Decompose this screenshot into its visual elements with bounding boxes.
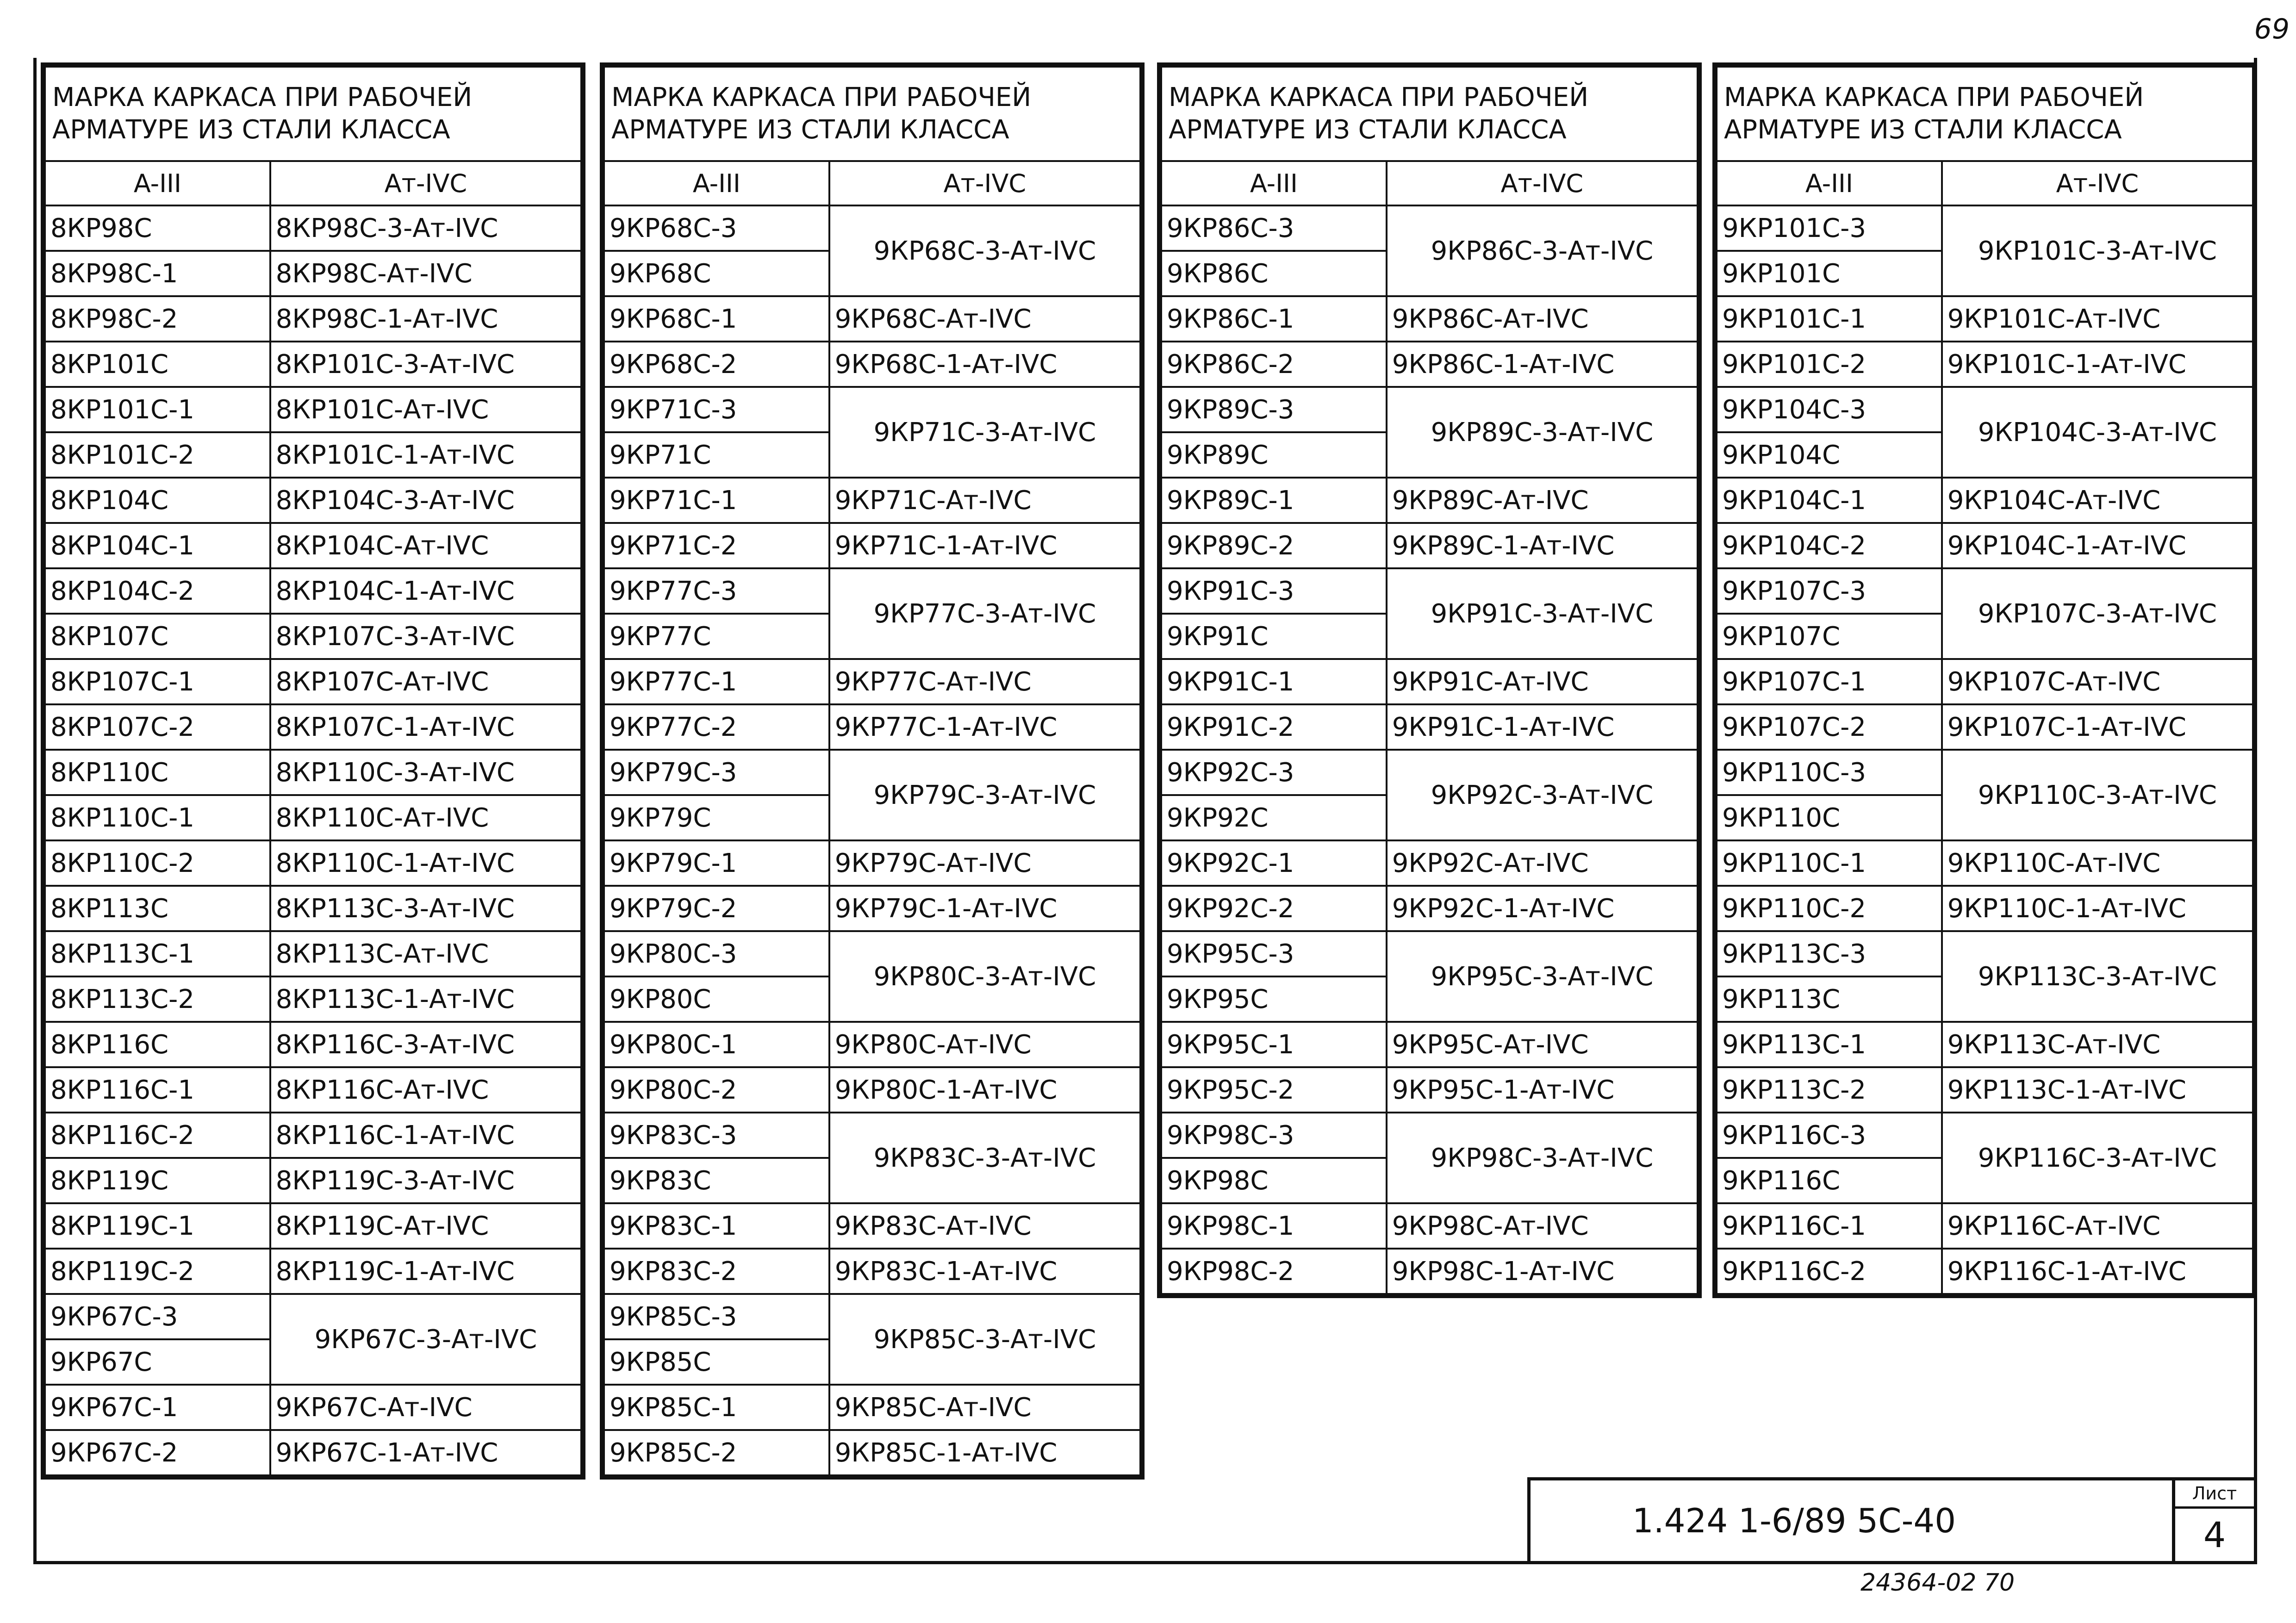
mark-a3-cell: 9КР77С-3 bbox=[604, 568, 829, 614]
mark-a3-cell: 9КР83С-1 bbox=[604, 1203, 829, 1249]
table-row bbox=[45, 659, 581, 704]
mark-at4c-cell: 9КР86С-1-Ат-IVC bbox=[1387, 342, 1698, 387]
column-header-a3: A-III bbox=[1717, 161, 1942, 205]
mark-at4c-cell: 9КР113С-Ат-IVC bbox=[1942, 1022, 2253, 1067]
mark-at4c-cell: 9КР68С-Ат-IVC bbox=[829, 296, 1140, 342]
table-row bbox=[604, 1203, 1140, 1249]
mark-a3-cell: 8КР101С bbox=[45, 342, 270, 387]
mark-a3-cell: 8КР104С-1 bbox=[45, 523, 270, 568]
mark-at4c-cell: 9КР83С-1-Ат-IVC bbox=[829, 1249, 1140, 1294]
mark-a3-cell: 9КР91С-3 bbox=[1161, 568, 1387, 614]
mark-a3-cell: 9КР79С bbox=[604, 795, 829, 840]
mark-a3-cell: 9КР86С-2 bbox=[1161, 342, 1387, 387]
mark-at4c-cell: 9КР71С-Ат-IVC bbox=[829, 478, 1140, 523]
mark-at4c-cell: 8КР107С-Ат-IVC bbox=[270, 659, 581, 704]
mark-at4c-cell: 8КР116С-3-Ат-IVC bbox=[270, 1022, 581, 1067]
mark-a3-cell: 9КР79С-1 bbox=[604, 840, 829, 886]
mark-at4c-cell: 8КР101С-1-Ат-IVC bbox=[270, 432, 581, 478]
mark-a3-cell: 9КР83С bbox=[604, 1158, 829, 1203]
table-row bbox=[1161, 750, 1698, 795]
mark-at4c-cell: 9КР77С-3-Ат-IVC bbox=[829, 568, 1140, 659]
mark-a3-cell: 9КР110С-1 bbox=[1717, 840, 1942, 886]
mark-table bbox=[603, 66, 1141, 1476]
mark-at4c-cell: 9КР89С-3-Ат-IVC bbox=[1387, 387, 1698, 478]
mark-a3-cell: 9КР107С-1 bbox=[1717, 659, 1942, 704]
mark-a3-cell: 9КР104С-2 bbox=[1717, 523, 1942, 568]
table-row bbox=[1717, 387, 2253, 432]
mark-a3-cell: 9КР89С-2 bbox=[1161, 523, 1387, 568]
mark-at4c-cell: 8КР116С-1-Ат-IVC bbox=[270, 1113, 581, 1158]
table-row bbox=[604, 478, 1140, 523]
mark-table-4 bbox=[1712, 62, 2257, 1298]
mark-a3-cell: 9КР77С bbox=[604, 614, 829, 659]
mark-a3-cell: 8КР116С bbox=[45, 1022, 270, 1067]
table-row bbox=[1161, 387, 1698, 432]
table-row bbox=[45, 750, 581, 795]
mark-at4c-cell: 9КР116С-3-Ат-IVC bbox=[1942, 1113, 2253, 1203]
mark-at4c-cell: 9КР68С-1-Ат-IVC bbox=[829, 342, 1140, 387]
mark-a3-cell: 8КР98С-1 bbox=[45, 251, 270, 296]
mark-a3-cell: 9КР98С bbox=[1161, 1158, 1387, 1203]
table-row bbox=[1161, 704, 1698, 750]
mark-a3-cell: 9КР79С-2 bbox=[604, 886, 829, 931]
mark-at4c-cell: 8КР113С-Ат-IVC bbox=[270, 931, 581, 976]
mark-a3-cell: 8КР119С bbox=[45, 1158, 270, 1203]
table-row bbox=[604, 296, 1140, 342]
mark-at4c-cell: 9КР67С-1-Ат-IVC bbox=[270, 1430, 581, 1475]
table-title: МАРКА КАРКАСА ПРИ РАБОЧЕЙ АРМАТУРЕ ИЗ СТАЛИ КЛАССА bbox=[45, 67, 581, 161]
table-row bbox=[45, 840, 581, 886]
mark-at4c-cell: 9КР91С-Ат-IVC bbox=[1387, 659, 1698, 704]
table-row bbox=[1717, 523, 2253, 568]
mark-at4c-cell: 9КР95С-3-Ат-IVC bbox=[1387, 931, 1698, 1022]
mark-a3-cell: 9КР91С-2 bbox=[1161, 704, 1387, 750]
mark-at4c-cell: 9КР104С-3-Ат-IVC bbox=[1942, 387, 2253, 478]
mark-at4c-cell: 9КР110С-1-Ат-IVC bbox=[1942, 886, 2253, 931]
mark-a3-cell: 9КР104С bbox=[1717, 432, 1942, 478]
mark-a3-cell: 9КР101С-3 bbox=[1717, 205, 1942, 251]
mark-a3-cell: 9КР92С-1 bbox=[1161, 840, 1387, 886]
mark-at4c-cell: 8КР98С-Ат-IVC bbox=[270, 251, 581, 296]
mark-at4c-cell: 9КР104С-1-Ат-IVC bbox=[1942, 523, 2253, 568]
mark-a3-cell: 9КР110С-3 bbox=[1717, 750, 1942, 795]
table-row bbox=[1161, 1203, 1698, 1249]
table-row bbox=[45, 251, 581, 296]
table-row bbox=[45, 1113, 581, 1158]
mark-a3-cell: 9КР113С-3 bbox=[1717, 931, 1942, 976]
mark-a3-cell: 9КР95С-2 bbox=[1161, 1067, 1387, 1113]
table-row bbox=[45, 795, 581, 840]
table-row bbox=[45, 523, 581, 568]
mark-at4c-cell: 8КР113С-1-Ат-IVC bbox=[270, 976, 581, 1022]
mark-at4c-cell: 9КР89С-1-Ат-IVC bbox=[1387, 523, 1698, 568]
mark-a3-cell: 9КР107С bbox=[1717, 614, 1942, 659]
table-row bbox=[604, 1249, 1140, 1294]
table-row bbox=[1161, 1113, 1698, 1158]
table-row bbox=[1717, 478, 2253, 523]
mark-at4c-cell: 9КР116С-1-Ат-IVC bbox=[1942, 1249, 2253, 1294]
mark-a3-cell: 8КР110С-2 bbox=[45, 840, 270, 886]
table-row bbox=[45, 478, 581, 523]
table-title: МАРКА КАРКАСА ПРИ РАБОЧЕЙ АРМАТУРЕ ИЗ СТАЛИ КЛАССА bbox=[1717, 67, 2253, 161]
mark-a3-cell: 9КР85С bbox=[604, 1339, 829, 1385]
table-row bbox=[1717, 659, 2253, 704]
mark-at4c-cell: 8КР110С-3-Ат-IVC bbox=[270, 750, 581, 795]
table-row bbox=[1161, 659, 1698, 704]
mark-a3-cell: 9КР80С bbox=[604, 976, 829, 1022]
sheet-label: Лист bbox=[2175, 1480, 2254, 1509]
mark-at4c-cell: 8КР110С-1-Ат-IVC bbox=[270, 840, 581, 886]
table-row bbox=[604, 568, 1140, 614]
table-row bbox=[1717, 1203, 2253, 1249]
table-row bbox=[1717, 750, 2253, 795]
mark-a3-cell: 8КР104С bbox=[45, 478, 270, 523]
mark-a3-cell: 8КР107С bbox=[45, 614, 270, 659]
table-row bbox=[1161, 1067, 1698, 1113]
mark-a3-cell: 9КР80С-3 bbox=[604, 931, 829, 976]
table-row bbox=[1717, 296, 2253, 342]
table-row bbox=[45, 1385, 581, 1430]
table-row bbox=[45, 1203, 581, 1249]
mark-a3-cell: 9КР92С-3 bbox=[1161, 750, 1387, 795]
mark-at4c-cell: 8КР104С-Ат-IVC bbox=[270, 523, 581, 568]
document-code: 1.424 1-6/89 5С-40 bbox=[1632, 1501, 1956, 1540]
mark-a3-cell: 9КР89С-3 bbox=[1161, 387, 1387, 432]
table-row bbox=[604, 205, 1140, 251]
table-title: МАРКА КАРКАСА ПРИ РАБОЧЕЙ АРМАТУРЕ ИЗ СТАЛИ КЛАССА bbox=[1161, 67, 1698, 161]
mark-a3-cell: 8КР98С-2 bbox=[45, 296, 270, 342]
mark-a3-cell: 8КР113С bbox=[45, 886, 270, 931]
table-row bbox=[604, 1430, 1140, 1475]
mark-at4c-cell: 9КР104С-Ат-IVC bbox=[1942, 478, 2253, 523]
mark-a3-cell: 9КР67С-2 bbox=[45, 1430, 270, 1475]
mark-at4c-cell: 9КР98С-3-Ат-IVC bbox=[1387, 1113, 1698, 1203]
mark-at4c-cell: 9КР71С-1-Ат-IVC bbox=[829, 523, 1140, 568]
mark-a3-cell: 9КР83С-2 bbox=[604, 1249, 829, 1294]
table-row bbox=[1717, 704, 2253, 750]
table-row bbox=[45, 205, 581, 251]
mark-a3-cell: 9КР116С-1 bbox=[1717, 1203, 1942, 1249]
mark-a3-cell: 9КР107С-3 bbox=[1717, 568, 1942, 614]
mark-at4c-cell: 9КР95С-1-Ат-IVC bbox=[1387, 1067, 1698, 1113]
mark-at4c-cell: 9КР80С-3-Ат-IVC bbox=[829, 931, 1140, 1022]
table-row bbox=[45, 886, 581, 931]
mark-at4c-cell: 9КР85С-Ат-IVC bbox=[829, 1385, 1140, 1430]
mark-a3-cell: 8КР116С-2 bbox=[45, 1113, 270, 1158]
column-header-a3: A-III bbox=[1161, 161, 1387, 205]
table-row bbox=[604, 523, 1140, 568]
mark-a3-cell: 9КР91С-1 bbox=[1161, 659, 1387, 704]
mark-a3-cell: 9КР86С-1 bbox=[1161, 296, 1387, 342]
column-header-at4c: Aт-IVC bbox=[1387, 161, 1698, 205]
mark-a3-cell: 9КР67С-1 bbox=[45, 1385, 270, 1430]
table-row bbox=[45, 1158, 581, 1203]
mark-at4c-cell: 8КР110С-Ат-IVC bbox=[270, 795, 581, 840]
mark-at4c-cell: 9КР113С-1-Ат-IVC bbox=[1942, 1067, 2253, 1113]
table-row bbox=[1717, 1249, 2253, 1294]
mark-at4c-cell: 9КР101С-3-Ат-IVC bbox=[1942, 205, 2253, 296]
table-row bbox=[45, 1067, 581, 1113]
mark-table-3 bbox=[1157, 62, 1702, 1298]
mark-at4c-cell: 9КР71С-3-Ат-IVC bbox=[829, 387, 1140, 478]
table-row bbox=[604, 750, 1140, 795]
mark-at4c-cell: 8КР107С-3-Ат-IVC bbox=[270, 614, 581, 659]
mark-a3-cell: 9КР98С-3 bbox=[1161, 1113, 1387, 1158]
mark-at4c-cell: 9КР80С-1-Ат-IVC bbox=[829, 1067, 1140, 1113]
table-row bbox=[45, 704, 581, 750]
mark-a3-cell: 9КР116С-3 bbox=[1717, 1113, 1942, 1158]
mark-a3-cell: 9КР104С-3 bbox=[1717, 387, 1942, 432]
mark-a3-cell: 9КР85С-1 bbox=[604, 1385, 829, 1430]
mark-a3-cell: 8КР98С bbox=[45, 205, 270, 251]
table-row bbox=[1717, 886, 2253, 931]
mark-table bbox=[1716, 66, 2254, 1295]
table-row bbox=[45, 387, 581, 432]
mark-at4c-cell: 9КР107С-3-Ат-IVC bbox=[1942, 568, 2253, 659]
table-row bbox=[1161, 568, 1698, 614]
mark-at4c-cell: 8КР104С-3-Ат-IVC bbox=[270, 478, 581, 523]
mark-a3-cell: 8КР104С-2 bbox=[45, 568, 270, 614]
mark-a3-cell: 9КР95С bbox=[1161, 976, 1387, 1022]
mark-a3-cell: 9КР110С-2 bbox=[1717, 886, 1942, 931]
mark-at4c-cell: 9КР85С-3-Ат-IVC bbox=[829, 1294, 1140, 1385]
mark-at4c-cell: 9КР67С-3-Ат-IVC bbox=[270, 1294, 581, 1385]
mark-at4c-cell: 8КР119С-1-Ат-IVC bbox=[270, 1249, 581, 1294]
mark-at4c-cell: 9КР79С-1-Ат-IVC bbox=[829, 886, 1140, 931]
mark-a3-cell: 9КР85С-3 bbox=[604, 1294, 829, 1339]
mark-a3-cell: 9КР67С-3 bbox=[45, 1294, 270, 1339]
table-row bbox=[604, 1067, 1140, 1113]
mark-a3-cell: 9КР110С bbox=[1717, 795, 1942, 840]
table-row bbox=[604, 931, 1140, 976]
column-header-at4c: Aт-IVC bbox=[829, 161, 1140, 205]
mark-at4c-cell: 9КР98С-Ат-IVC bbox=[1387, 1203, 1698, 1249]
table-row bbox=[1717, 1022, 2253, 1067]
table-row bbox=[1161, 886, 1698, 931]
archive-code: 24364-02 70 bbox=[1860, 1569, 2015, 1597]
mark-at4c-cell: 9КР113С-3-Ат-IVC bbox=[1942, 931, 2253, 1022]
table-row bbox=[1717, 840, 2253, 886]
table-row bbox=[45, 1249, 581, 1294]
mark-at4c-cell: 9КР98С-1-Ат-IVC bbox=[1387, 1249, 1698, 1294]
mark-a3-cell: 8КР119С-1 bbox=[45, 1203, 270, 1249]
mark-a3-cell: 9КР113С-1 bbox=[1717, 1022, 1942, 1067]
mark-at4c-cell: 9КР91С-1-Ат-IVC bbox=[1387, 704, 1698, 750]
mark-a3-cell: 9КР101С-1 bbox=[1717, 296, 1942, 342]
mark-at4c-cell: 9КР86С-Ат-IVC bbox=[1387, 296, 1698, 342]
mark-at4c-cell: 8КР104С-1-Ат-IVC bbox=[270, 568, 581, 614]
mark-at4c-cell: 9КР77С-Ат-IVC bbox=[829, 659, 1140, 704]
mark-at4c-cell: 8КР98С-3-Ат-IVC bbox=[270, 205, 581, 251]
mark-a3-cell: 9КР77С-1 bbox=[604, 659, 829, 704]
mark-at4c-cell: 9КР85С-1-Ат-IVC bbox=[829, 1430, 1140, 1475]
table-row bbox=[1161, 840, 1698, 886]
mark-a3-cell: 9КР98С-2 bbox=[1161, 1249, 1387, 1294]
table-row bbox=[604, 704, 1140, 750]
mark-at4c-cell: 9КР107С-Ат-IVC bbox=[1942, 659, 2253, 704]
mark-a3-cell: 9КР67С bbox=[45, 1339, 270, 1385]
mark-at4c-cell: 9КР110С-3-Ат-IVC bbox=[1942, 750, 2253, 840]
mark-at4c-cell: 9КР77С-1-Ат-IVC bbox=[829, 704, 1140, 750]
mark-a3-cell: 9КР91С bbox=[1161, 614, 1387, 659]
mark-at4c-cell: 9КР107С-1-Ат-IVC bbox=[1942, 704, 2253, 750]
mark-a3-cell: 9КР71С-1 bbox=[604, 478, 829, 523]
mark-a3-cell: 8КР110С-1 bbox=[45, 795, 270, 840]
mark-a3-cell: 9КР71С bbox=[604, 432, 829, 478]
page-number: 69 bbox=[2254, 13, 2290, 45]
mark-at4c-cell: 8КР107С-1-Ат-IVC bbox=[270, 704, 581, 750]
table-row bbox=[604, 659, 1140, 704]
mark-a3-cell: 9КР86С-3 bbox=[1161, 205, 1387, 251]
mark-a3-cell: 9КР80С-1 bbox=[604, 1022, 829, 1067]
mark-a3-cell: 9КР107С-2 bbox=[1717, 704, 1942, 750]
table-row bbox=[1161, 1249, 1698, 1294]
table-row bbox=[1717, 205, 2253, 251]
table-row bbox=[604, 342, 1140, 387]
mark-a3-cell: 9КР104С-1 bbox=[1717, 478, 1942, 523]
table-row bbox=[1717, 342, 2253, 387]
column-header-a3: A-III bbox=[45, 161, 270, 205]
mark-a3-cell: 9КР89С-1 bbox=[1161, 478, 1387, 523]
mark-at4c-cell: 9КР79С-3-Ат-IVC bbox=[829, 750, 1140, 840]
mark-a3-cell: 8КР110С bbox=[45, 750, 270, 795]
mark-at4c-cell: 9КР101С-1-Ат-IVC bbox=[1942, 342, 2253, 387]
column-header-at4c: Aт-IVC bbox=[270, 161, 581, 205]
mark-a3-cell: 8КР116С-1 bbox=[45, 1067, 270, 1113]
mark-a3-cell: 9КР68С-2 bbox=[604, 342, 829, 387]
mark-at4c-cell: 9КР68С-3-Ат-IVC bbox=[829, 205, 1140, 296]
table-row bbox=[604, 1294, 1140, 1339]
mark-a3-cell: 8КР113С-2 bbox=[45, 976, 270, 1022]
mark-a3-cell: 9КР116С bbox=[1717, 1158, 1942, 1203]
table-row bbox=[45, 1430, 581, 1475]
table-row bbox=[45, 296, 581, 342]
mark-at4c-cell: 8КР101С-Ат-IVC bbox=[270, 387, 581, 432]
mark-a3-cell: 8КР107С-1 bbox=[45, 659, 270, 704]
mark-table bbox=[1160, 66, 1699, 1295]
table-row bbox=[604, 840, 1140, 886]
mark-a3-cell: 9КР113С bbox=[1717, 976, 1942, 1022]
mark-at4c-cell: 8КР101С-3-Ат-IVC bbox=[270, 342, 581, 387]
table-row bbox=[604, 1113, 1140, 1158]
title-block-stamp bbox=[1527, 1477, 2257, 1564]
table-row bbox=[1161, 931, 1698, 976]
mark-at4c-cell: 8КР116С-Ат-IVC bbox=[270, 1067, 581, 1113]
mark-at4c-cell: 9КР91С-3-Ат-IVC bbox=[1387, 568, 1698, 659]
mark-a3-cell: 8КР107С-2 bbox=[45, 704, 270, 750]
mark-table-2 bbox=[600, 62, 1145, 1480]
sheet-number: 4 bbox=[2203, 1514, 2226, 1555]
table-row bbox=[604, 1022, 1140, 1067]
table-row bbox=[45, 614, 581, 659]
column-header-a3: A-III bbox=[604, 161, 829, 205]
mark-a3-cell: 9КР68С bbox=[604, 251, 829, 296]
table-row bbox=[1161, 478, 1698, 523]
mark-at4c-cell: 9КР92С-Ат-IVC bbox=[1387, 840, 1698, 886]
mark-a3-cell: 9КР92С-2 bbox=[1161, 886, 1387, 931]
mark-a3-cell: 8КР119С-2 bbox=[45, 1249, 270, 1294]
mark-a3-cell: 9КР86С bbox=[1161, 251, 1387, 296]
table-row bbox=[604, 886, 1140, 931]
mark-at4c-cell: 9КР101С-Ат-IVC bbox=[1942, 296, 2253, 342]
mark-at4c-cell: 9КР92С-3-Ат-IVC bbox=[1387, 750, 1698, 840]
table-row bbox=[45, 432, 581, 478]
mark-a3-cell: 9КР113С-2 bbox=[1717, 1067, 1942, 1113]
mark-at4c-cell: 8КР119С-3-Ат-IVC bbox=[270, 1158, 581, 1203]
table-title: МАРКА КАРКАСА ПРИ РАБОЧЕЙ АРМАТУРЕ ИЗ СТАЛИ КЛАССА bbox=[604, 67, 1140, 161]
table-row bbox=[1717, 568, 2253, 614]
mark-a3-cell: 8КР101С-2 bbox=[45, 432, 270, 478]
mark-a3-cell: 9КР77С-2 bbox=[604, 704, 829, 750]
table-row bbox=[1161, 1022, 1698, 1067]
table-row bbox=[45, 976, 581, 1022]
mark-a3-cell: 9КР116С-2 bbox=[1717, 1249, 1942, 1294]
mark-a3-cell: 9КР92С bbox=[1161, 795, 1387, 840]
mark-a3-cell: 9КР71С-2 bbox=[604, 523, 829, 568]
column-header-at4c: Aт-IVC bbox=[1942, 161, 2253, 205]
mark-a3-cell: 8КР113С-1 bbox=[45, 931, 270, 976]
sheet-cell bbox=[2172, 1480, 2254, 1561]
mark-at4c-cell: 9КР79С-Ат-IVC bbox=[829, 840, 1140, 886]
table-row bbox=[1717, 1067, 2253, 1113]
mark-a3-cell: 8КР101С-1 bbox=[45, 387, 270, 432]
mark-a3-cell: 9КР83С-3 bbox=[604, 1113, 829, 1158]
mark-at4c-cell: 9КР83С-3-Ат-IVC bbox=[829, 1113, 1140, 1203]
mark-at4c-cell: 8КР113С-3-Ат-IVC bbox=[270, 886, 581, 931]
table-row bbox=[604, 1385, 1140, 1430]
mark-a3-cell: 9КР79С-3 bbox=[604, 750, 829, 795]
table-row bbox=[45, 1294, 581, 1339]
table-row bbox=[604, 387, 1140, 432]
mark-table-1 bbox=[41, 62, 585, 1480]
mark-at4c-cell: 9КР92С-1-Ат-IVC bbox=[1387, 886, 1698, 931]
mark-at4c-cell: 9КР116С-Ат-IVC bbox=[1942, 1203, 2253, 1249]
mark-a3-cell: 9КР68С-1 bbox=[604, 296, 829, 342]
table-row bbox=[1717, 1113, 2253, 1158]
table-row bbox=[1161, 523, 1698, 568]
mark-at4c-cell: 8КР119С-Ат-IVC bbox=[270, 1203, 581, 1249]
table-row bbox=[1161, 342, 1698, 387]
mark-at4c-cell: 9КР80С-Ат-IVC bbox=[829, 1022, 1140, 1067]
table-row bbox=[45, 568, 581, 614]
table-row bbox=[1717, 931, 2253, 976]
mark-a3-cell: 9КР95С-3 bbox=[1161, 931, 1387, 976]
mark-a3-cell: 9КР95С-1 bbox=[1161, 1022, 1387, 1067]
mark-a3-cell: 9КР85С-2 bbox=[604, 1430, 829, 1475]
mark-a3-cell: 9КР68С-3 bbox=[604, 205, 829, 251]
mark-a3-cell: 9КР71С-3 bbox=[604, 387, 829, 432]
mark-table bbox=[44, 66, 582, 1476]
mark-at4c-cell: 8КР98С-1-Ат-IVC bbox=[270, 296, 581, 342]
table-row bbox=[45, 1022, 581, 1067]
mark-at4c-cell: 9КР83С-Ат-IVC bbox=[829, 1203, 1140, 1249]
mark-a3-cell: 9КР89С bbox=[1161, 432, 1387, 478]
mark-at4c-cell: 9КР86С-3-Ат-IVC bbox=[1387, 205, 1698, 296]
table-row bbox=[1161, 296, 1698, 342]
table-row bbox=[45, 342, 581, 387]
table-row bbox=[1161, 205, 1698, 251]
mark-a3-cell: 9КР98С-1 bbox=[1161, 1203, 1387, 1249]
mark-a3-cell: 9КР101С bbox=[1717, 251, 1942, 296]
table-row bbox=[45, 931, 581, 976]
mark-at4c-cell: 9КР95С-Ат-IVC bbox=[1387, 1022, 1698, 1067]
mark-a3-cell: 9КР80С-2 bbox=[604, 1067, 829, 1113]
mark-at4c-cell: 9КР110С-Ат-IVC bbox=[1942, 840, 2253, 886]
mark-at4c-cell: 9КР67С-Ат-IVC bbox=[270, 1385, 581, 1430]
mark-at4c-cell: 9КР89С-Ат-IVC bbox=[1387, 478, 1698, 523]
mark-a3-cell: 9КР101С-2 bbox=[1717, 342, 1942, 387]
